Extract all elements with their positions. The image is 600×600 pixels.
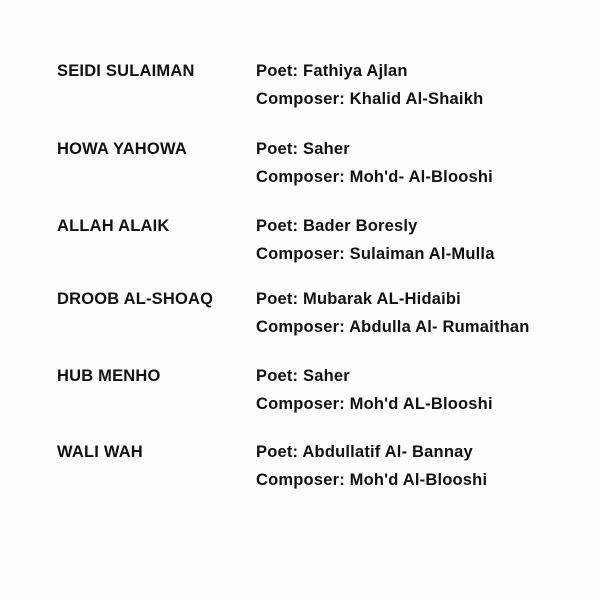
credit-entry-droob-al-shoaq (0, 290, 600, 346)
credit-entry-wali-wah (0, 443, 600, 499)
composer-credit: Composer: Moh'd Al-Blooshi (256, 471, 488, 489)
poet-credit: Poet: Saher (256, 367, 350, 385)
poet-credit: Poet: Abdullatif Al- Bannay (256, 443, 473, 461)
composer-credit: Composer: Sulaiman Al-Mulla (256, 245, 495, 263)
composer-credit: Composer: Abdulla Al- Rumaithan (256, 318, 530, 336)
poet-credit: Poet: Mubarak AL-Hidaibi (256, 290, 461, 308)
composer-credit: Composer: Khalid Al-Shaikh (256, 90, 484, 108)
poet-credit: Poet: Fathiya Ajlan (256, 62, 408, 80)
composer-credit: Composer: Moh'd- Al-Blooshi (256, 168, 493, 186)
credit-entry-howa-yahowa (0, 140, 600, 196)
song-title: DROOB AL-SHOAQ (57, 290, 214, 308)
song-title: WALI WAH (57, 443, 143, 461)
poet-credit: Poet: Bader Boresly (256, 217, 418, 235)
poet-credit: Poet: Saher (256, 140, 350, 158)
composer-credit: Composer: Moh'd AL-Blooshi (256, 395, 493, 413)
song-title: ALLAH ALAIK (57, 217, 170, 235)
credit-entry-seidi-sulaiman (0, 62, 600, 118)
song-title: HUB MENHO (57, 367, 161, 385)
credit-entry-hub-menho (0, 367, 600, 423)
song-title: HOWA YAHOWA (57, 140, 187, 158)
song-title: SEIDI SULAIMAN (57, 62, 195, 80)
credit-entry-allah-alaik (0, 217, 600, 273)
